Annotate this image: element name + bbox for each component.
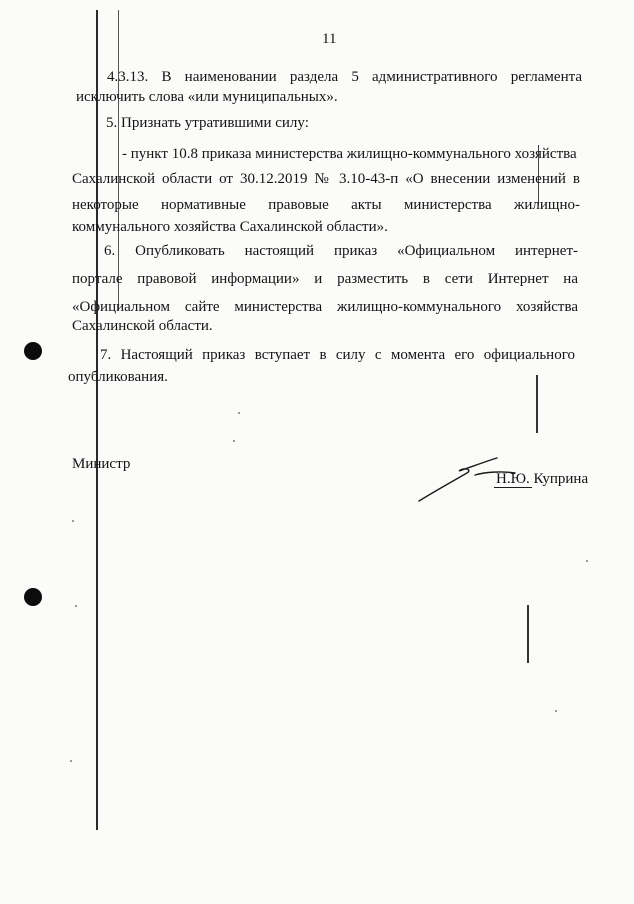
- paragraph-6-line: 6. Опубликовать настоящий приказ «Официальном интернет-: [104, 243, 578, 259]
- scan-speck: [238, 412, 240, 414]
- paragraph-4-3-13-line: 4.3.13. В наименовании раздела 5 административного регламента: [107, 69, 582, 85]
- paragraph-5-item-line: Сахалинской области от 30.12.2019 № 3.10-43-п «О внесении изменений в: [72, 171, 580, 187]
- scan-speck: [586, 560, 588, 562]
- signer-name-underline: [494, 487, 532, 488]
- page-number: 11: [322, 31, 337, 47]
- scan-line-artifact: [536, 375, 538, 433]
- paragraph-7-line: 7. Настоящий приказ вступает в силу с момента его официального: [100, 347, 575, 363]
- scan-speck: [70, 760, 72, 762]
- hole-punch-mark: [24, 588, 42, 606]
- hole-punch-mark: [24, 342, 42, 360]
- paragraph-5-item-line: - пункт 10.8 приказа министерства жилищно-коммунального хозяйства: [122, 146, 577, 162]
- signer-name: Н.Ю. Куприна: [496, 471, 589, 487]
- paragraph-5-heading: 5. Признать утратившими силу:: [106, 115, 309, 131]
- scan-speck: [75, 605, 77, 607]
- paragraph-5-item-line: коммунального хозяйства Сахалинской области».: [72, 219, 388, 235]
- paragraph-6-line: Сахалинской области.: [72, 318, 213, 334]
- signature-position-title: Министр: [72, 456, 131, 472]
- scan-line-artifact: [527, 605, 529, 663]
- scan-line-artifact: [96, 10, 98, 830]
- scan-speck: [233, 440, 235, 442]
- paragraph-5-item-line: некоторые нормативные правовые акты министерства жилищно-: [72, 197, 580, 213]
- paragraph-6-line: «Официальном сайте министерства жилищно-коммунального хозяйства: [72, 299, 578, 315]
- scan-speck: [72, 520, 74, 522]
- paragraph-7-line: опубликования.: [68, 369, 168, 385]
- scan-line-artifact: [118, 10, 119, 310]
- paragraph-4-3-13-line: исключить слова «или муниципальных».: [76, 89, 338, 105]
- scan-speck: [555, 710, 557, 712]
- paragraph-6-line: портале правовой информации» и разместить в сети Интернет на: [72, 271, 578, 287]
